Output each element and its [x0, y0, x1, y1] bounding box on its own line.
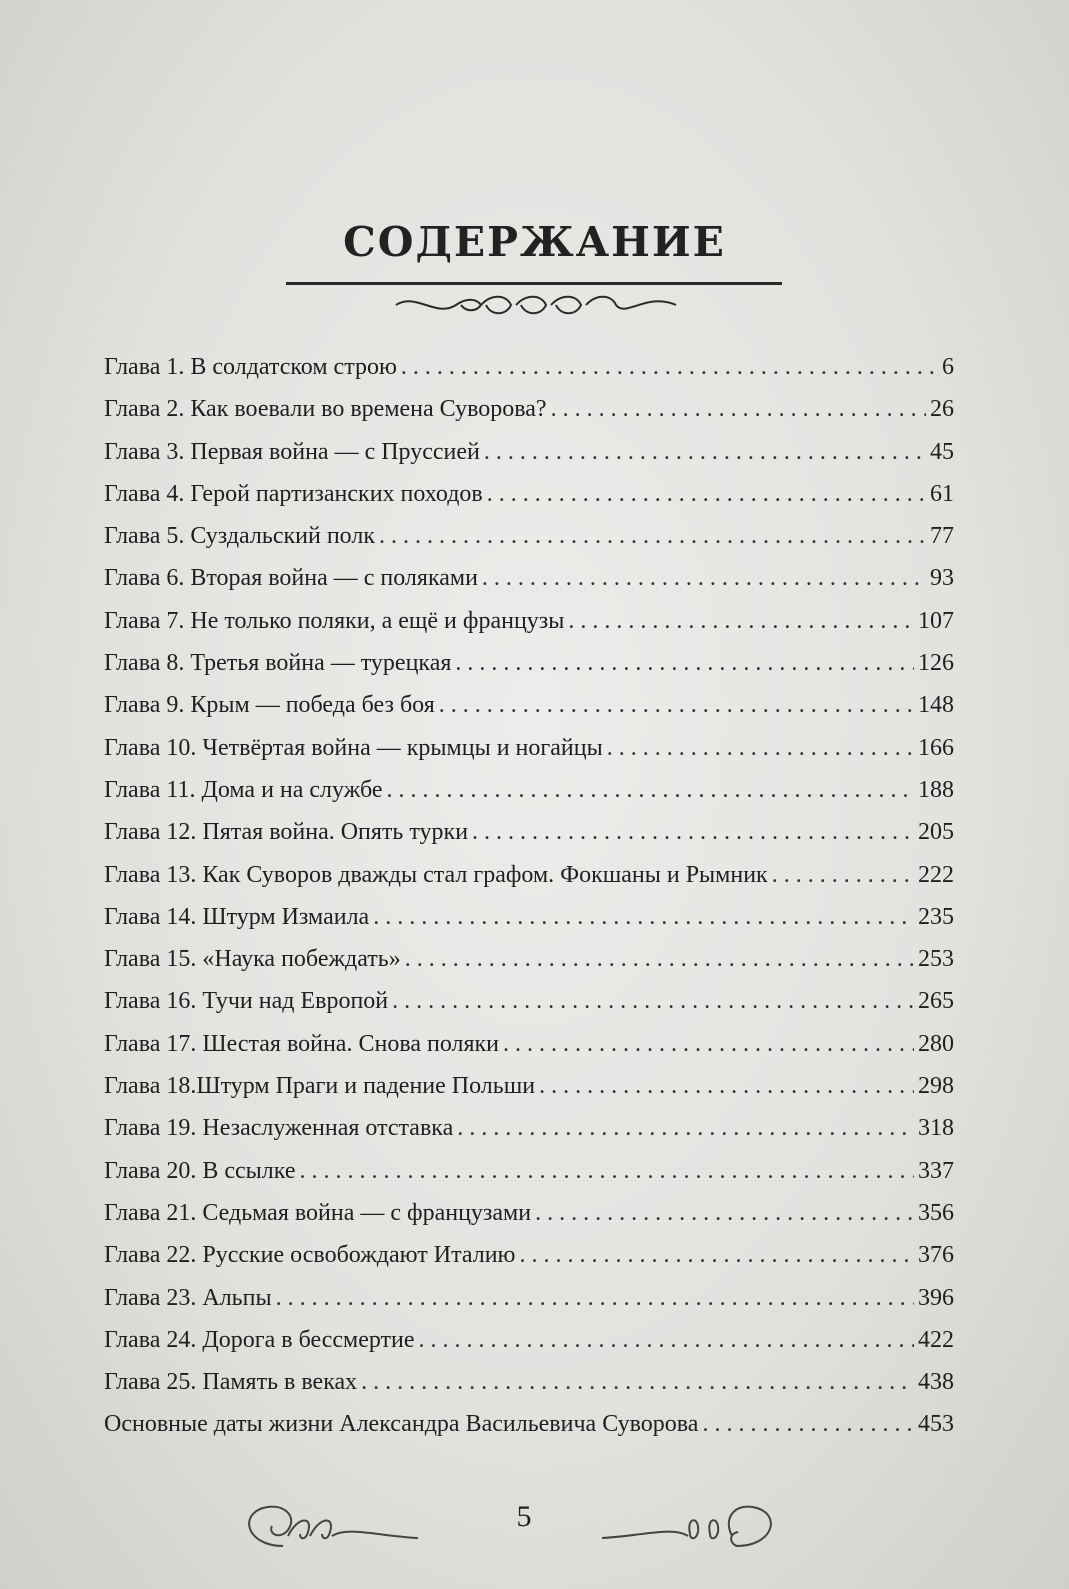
toc-entry-page: 298 [918, 1073, 954, 1100]
toc-entry-page: 376 [918, 1242, 954, 1269]
toc-entry [104, 988, 954, 1030]
toc-entry-page: 107 [918, 607, 954, 634]
toc-entry [104, 650, 954, 692]
toc-entry [104, 439, 954, 481]
toc-leader-dots [401, 354, 938, 381]
curl-flourish-icon [592, 1496, 792, 1556]
toc-leader-dots [392, 988, 914, 1015]
toc-entry-page: 253 [918, 946, 954, 973]
toc-entry-page: 148 [918, 692, 954, 719]
toc-entry-page: 438 [918, 1369, 954, 1396]
toc-leader-dots [439, 692, 914, 719]
toc-entry-page: 337 [918, 1157, 954, 1184]
toc-entry-page: 126 [918, 650, 954, 677]
toc-leader-dots [535, 1200, 914, 1227]
toc-entry-title: Глава 25. Память в веках [104, 1369, 358, 1396]
toc-entry-page: 188 [918, 776, 954, 803]
toc-entry-page: 396 [918, 1284, 954, 1311]
toc-leader-dots [539, 1073, 914, 1100]
toc-entry-page: 222 [918, 861, 954, 888]
page-number: 5 [516, 1500, 532, 1533]
toc-leader-dots [276, 1285, 914, 1312]
toc-entry-page: 318 [918, 1115, 954, 1142]
toc-entry-page: 45 [930, 438, 954, 465]
toc-entry-title: Глава 22. Русские освобождают Италию [104, 1242, 516, 1269]
toc-entry-title: Глава 19. Незаслуженная отставка [104, 1115, 454, 1142]
toc-entry [104, 1115, 954, 1157]
page-heading: СОДЕРЖАНИЕ [343, 218, 726, 266]
toc-entry [104, 777, 954, 819]
toc-leader-dots [361, 1369, 914, 1396]
toc-entry-title: Глава 3. Первая война — с Пруссией [104, 438, 480, 465]
toc-entry-page: 205 [918, 819, 954, 846]
toc-leader-dots [551, 396, 926, 423]
toc-leader-dots [457, 1115, 914, 1142]
toc-entry-title: Глава 20. В ссылке [104, 1157, 296, 1184]
curl-flourish-icon [228, 1496, 428, 1556]
toc-entry-page: 6 [942, 354, 954, 380]
toc-entry [104, 1285, 954, 1327]
toc-entry-page: 453 [918, 1411, 954, 1438]
toc-entry-title: Глава 18.Штурм Праги и падение Польши [104, 1073, 536, 1100]
toc-entry-page: 26 [930, 396, 954, 423]
toc-leader-dots [568, 608, 914, 635]
toc-entry [104, 819, 954, 861]
toc-entry [104, 1327, 954, 1369]
toc-entry-title: Глава 23. Альпы [104, 1284, 272, 1311]
toc-entry [104, 396, 954, 438]
toc-entry [104, 946, 954, 988]
toc-leader-dots [482, 565, 926, 592]
toc-entry [104, 904, 954, 946]
table-of-contents [104, 354, 954, 1454]
toc-leader-dots [455, 650, 914, 677]
toc-leader-dots [419, 1327, 914, 1354]
toc-entry-title: Глава 8. Третья война — турецкая [104, 650, 452, 677]
toc-entry [104, 735, 954, 777]
toc-leader-dots [503, 1031, 914, 1058]
scroll-flourish-icon [386, 290, 686, 320]
toc-entry [104, 1031, 954, 1073]
toc-entry-title: Глава 6. Вторая война — с поляками [104, 565, 478, 592]
toc-entry-title: Основные даты жизни Александра Васильевича Суворова [104, 1411, 699, 1438]
toc-leader-dots [772, 862, 914, 889]
toc-leader-dots [373, 904, 914, 931]
toc-entry [104, 1411, 954, 1453]
toc-entry-title: Глава 16. Тучи над Европой [104, 988, 389, 1015]
toc-entry [104, 608, 954, 650]
toc-entry-title: Глава 2. Как воевали во времена Суворова? [104, 396, 547, 423]
toc-entry-title: Глава 5. Суздальский полк [104, 523, 375, 550]
toc-leader-dots [519, 1242, 914, 1269]
toc-leader-dots [484, 439, 926, 466]
toc-entry [104, 1200, 954, 1242]
toc-entry-page: 235 [918, 903, 954, 930]
toc-entry-title: Глава 7. Не только поляки, а ещё и французы [104, 607, 565, 634]
toc-entry-title: Глава 10. Четвёртая война — крымцы и ногайцы [104, 734, 603, 761]
toc-leader-dots [607, 735, 914, 762]
toc-leader-dots [487, 481, 926, 508]
toc-entry-page: 166 [918, 734, 954, 761]
toc-entry-page: 280 [918, 1030, 954, 1057]
toc-leader-dots [300, 1158, 915, 1185]
toc-entry-title: Глава 17. Шестая война. Снова поляки [104, 1030, 500, 1057]
toc-entry-title: Глава 4. Герой партизанских походов [104, 480, 483, 507]
toc-entry [104, 1242, 954, 1284]
toc-entry-title: Глава 24. Дорога в бессмертие [104, 1326, 415, 1353]
toc-leader-dots [472, 819, 914, 846]
toc-entry [104, 481, 954, 523]
toc-entry [104, 692, 954, 734]
toc-entry-page: 93 [930, 565, 954, 592]
toc-leader-dots [405, 946, 914, 973]
toc-entry [104, 565, 954, 607]
toc-entry-title: Глава 21. Седьмая война — с французами [104, 1199, 532, 1226]
toc-leader-dots [379, 523, 926, 550]
toc-entry-page: 77 [930, 523, 954, 550]
toc-entry-title: Глава 13. Как Суворов дважды стал графом. Фокшаны и Рымник [104, 861, 768, 888]
heading-rule [286, 282, 782, 285]
toc-entry [104, 862, 954, 904]
toc-entry-title: Глава 9. Крым — победа без боя [104, 692, 435, 719]
toc-entry-title: Глава 11. Дома и на службе [104, 776, 383, 803]
toc-entry-title: Глава 15. «Наука побеждать» [104, 946, 401, 973]
toc-entry-page: 61 [930, 480, 954, 507]
toc-entry-title: Глава 12. Пятая война. Опять турки [104, 819, 469, 846]
toc-entry-page: 265 [918, 988, 954, 1015]
toc-entry-title: Глава 1. В солдатском строю [104, 354, 397, 380]
toc-entry [104, 1073, 954, 1115]
toc-entry [104, 1158, 954, 1200]
toc-leader-dots [387, 777, 914, 804]
toc-entry [104, 1369, 954, 1411]
toc-entry-page: 422 [918, 1326, 954, 1353]
toc-entry-title: Глава 14. Штурм Измаила [104, 903, 370, 930]
toc-leader-dots [702, 1411, 914, 1438]
toc-entry [104, 354, 954, 396]
toc-entry [104, 523, 954, 565]
toc-entry-page: 356 [918, 1199, 954, 1226]
